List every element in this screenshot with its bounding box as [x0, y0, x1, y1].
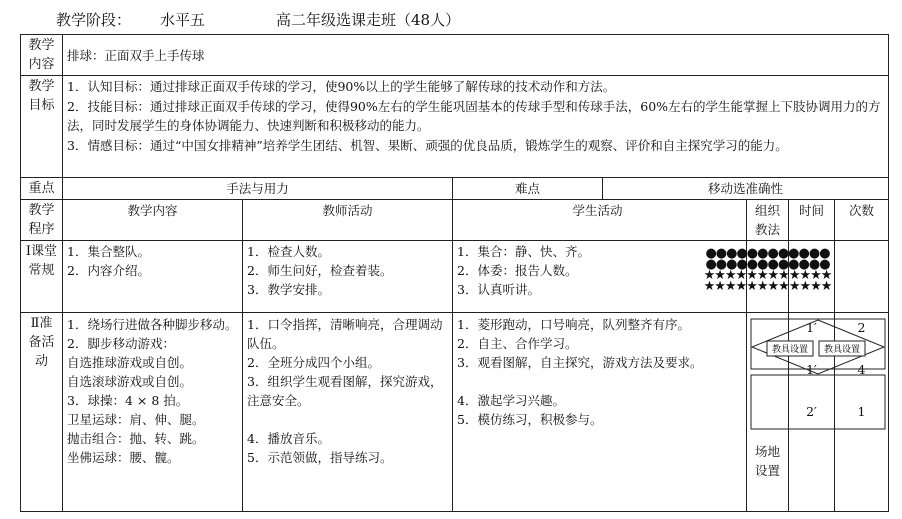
time-value: 1′: [806, 320, 817, 335]
list-item: 5．示范领做，指导练习。: [247, 450, 393, 465]
time-value: 2′: [806, 404, 817, 419]
section1-teacher: [243, 241, 453, 313]
section2-label: Ⅱ准备活动: [21, 313, 63, 512]
col-program: 教学程序: [21, 200, 63, 241]
content-value: 排球：正面双手上手传球: [63, 35, 889, 76]
list-item: 3．组织学生观看图解，探究游戏，注意安全。: [247, 374, 443, 408]
list-item: 2．体委：报告人数。: [457, 263, 578, 278]
lesson-plan-table: [20, 34, 889, 512]
equipment-label-right: 教具设置: [823, 345, 861, 355]
list-item: 1．口令指挥，清晰响亮，合理调动队伍。: [247, 317, 443, 351]
section1-row: [21, 241, 889, 313]
list-item: 自选滚球游戏或自创。: [67, 374, 193, 389]
stage-value: 水平五: [160, 11, 206, 29]
list-item: 卫星运球：肩、伸、腿。: [67, 412, 205, 427]
stage-label: 教学阶段：: [56, 11, 132, 29]
list-item: 5．模仿练习，积极参与。: [457, 412, 603, 427]
goal-item: 3．情感目标：通过“中国女排精神”培养学生团结、机智、果断、顽强的优良品质，锻炼学生的观察、评价和自主探究学习的能力。: [67, 137, 788, 153]
section1-label: Ⅰ课堂常规: [21, 241, 63, 313]
goal-item: 1．认知目标：通过排球正面双手传球的学习，使90%以上的学生能够了解传球的技术动作和方法。: [67, 79, 616, 94]
section1-student: [453, 241, 747, 313]
section1-formation: [703, 241, 832, 313]
class-info: 高二年级选课走班（48人）: [276, 11, 461, 29]
difficulty-label: 难点: [453, 178, 603, 200]
list-item: 3．观看图解，自主探究，游戏方法及要求。: [457, 355, 703, 370]
list-item: 4．播放音乐。: [247, 431, 330, 446]
equipment-label-left: 教具设置: [771, 345, 809, 355]
list-item: 2．自主、合作学习。: [457, 336, 578, 351]
list-item: 1．集合：静、快、齐。: [457, 244, 590, 259]
key-row: [21, 178, 889, 200]
list-item: 3．认真听讲。: [457, 282, 540, 297]
diagram-caption: 场地设置: [754, 444, 780, 478]
list-item: 3．球操：4 × 8 拍。: [67, 393, 189, 408]
section2-org: [747, 313, 861, 512]
column-header-row: [21, 200, 889, 241]
list-item: 3．教学安排。: [247, 282, 330, 297]
goal-item: 2．技能目标：通过排球正面双手传球的学习，使得90%左右的学生能巩固基本的传球手型和传球手法，60%左右的学生能掌握上下肢协调用力的方法，同时发展学生的身体协调能力、快速判断和积极移动的能力。: [67, 98, 881, 133]
content-row: [21, 35, 889, 76]
goals-value: [63, 76, 889, 178]
time-value: 1′: [806, 362, 817, 377]
list-item: 4．激起学习兴趣。: [457, 393, 565, 408]
list-item: 1．检查人数。: [247, 244, 330, 259]
formation-row: ★★★★★★★★★★★★: [703, 279, 832, 294]
content-label: 教学内容: [21, 35, 63, 76]
col-student: [453, 200, 747, 241]
section2-content: [63, 313, 243, 512]
list-item: 1．菱形跑动，口号响亮，队列整齐有序。: [457, 317, 690, 332]
col-content: 教学内容: [63, 200, 243, 241]
lesson-header: [0, 0, 902, 34]
list-item: 坐佛运球：腰、髋。: [67, 450, 180, 465]
section2-row: [21, 313, 889, 512]
col-time: 时间: [789, 200, 835, 241]
goals-label: 教学目标: [21, 76, 63, 178]
list-item: 2．内容介绍。: [67, 263, 150, 278]
formation-row: ★★★★★★★★★★★★: [703, 268, 832, 283]
section1-content: [63, 241, 243, 313]
list-item: 2．全班分成四个小组。: [247, 355, 380, 370]
formation-diagram: [703, 246, 832, 294]
formation-row: ●●●●●●●●●●●●: [705, 257, 830, 272]
col-student-label: 学生活动: [572, 203, 623, 218]
key-value: 手法与用力: [63, 178, 453, 200]
list-item: 1．集合整队。: [67, 244, 150, 259]
count-value: 1: [857, 404, 866, 419]
count-value: 4: [857, 362, 866, 377]
col-count: 次数: [835, 200, 889, 241]
section2-teacher: [243, 313, 453, 512]
difficulty-value: 移动选准确性: [603, 178, 889, 200]
list-item: 抛击组合：抛、转、跳。: [67, 431, 205, 446]
section1-count: [835, 241, 889, 313]
col-teacher: 教师活动: [243, 200, 453, 241]
goals-row: [21, 76, 889, 178]
count-value: 2: [857, 320, 866, 335]
key-label: 重点: [21, 178, 63, 200]
list-item: 1．绕场行进做各种脚步移动。: [67, 317, 238, 332]
list-item: 2．师生问好，检查着装。: [247, 263, 393, 278]
list-item: 自选推球游戏或自创。: [67, 355, 193, 370]
list-spacer: [457, 372, 742, 391]
formation-row: ●●●●●●●●●●●●: [705, 246, 830, 261]
col-org: 组织教法: [747, 200, 789, 241]
section2-student: [453, 313, 747, 512]
list-spacer: [247, 410, 448, 429]
court-setup-diagram: [749, 317, 887, 435]
list-item: 2．脚步移动游戏：: [67, 336, 175, 351]
